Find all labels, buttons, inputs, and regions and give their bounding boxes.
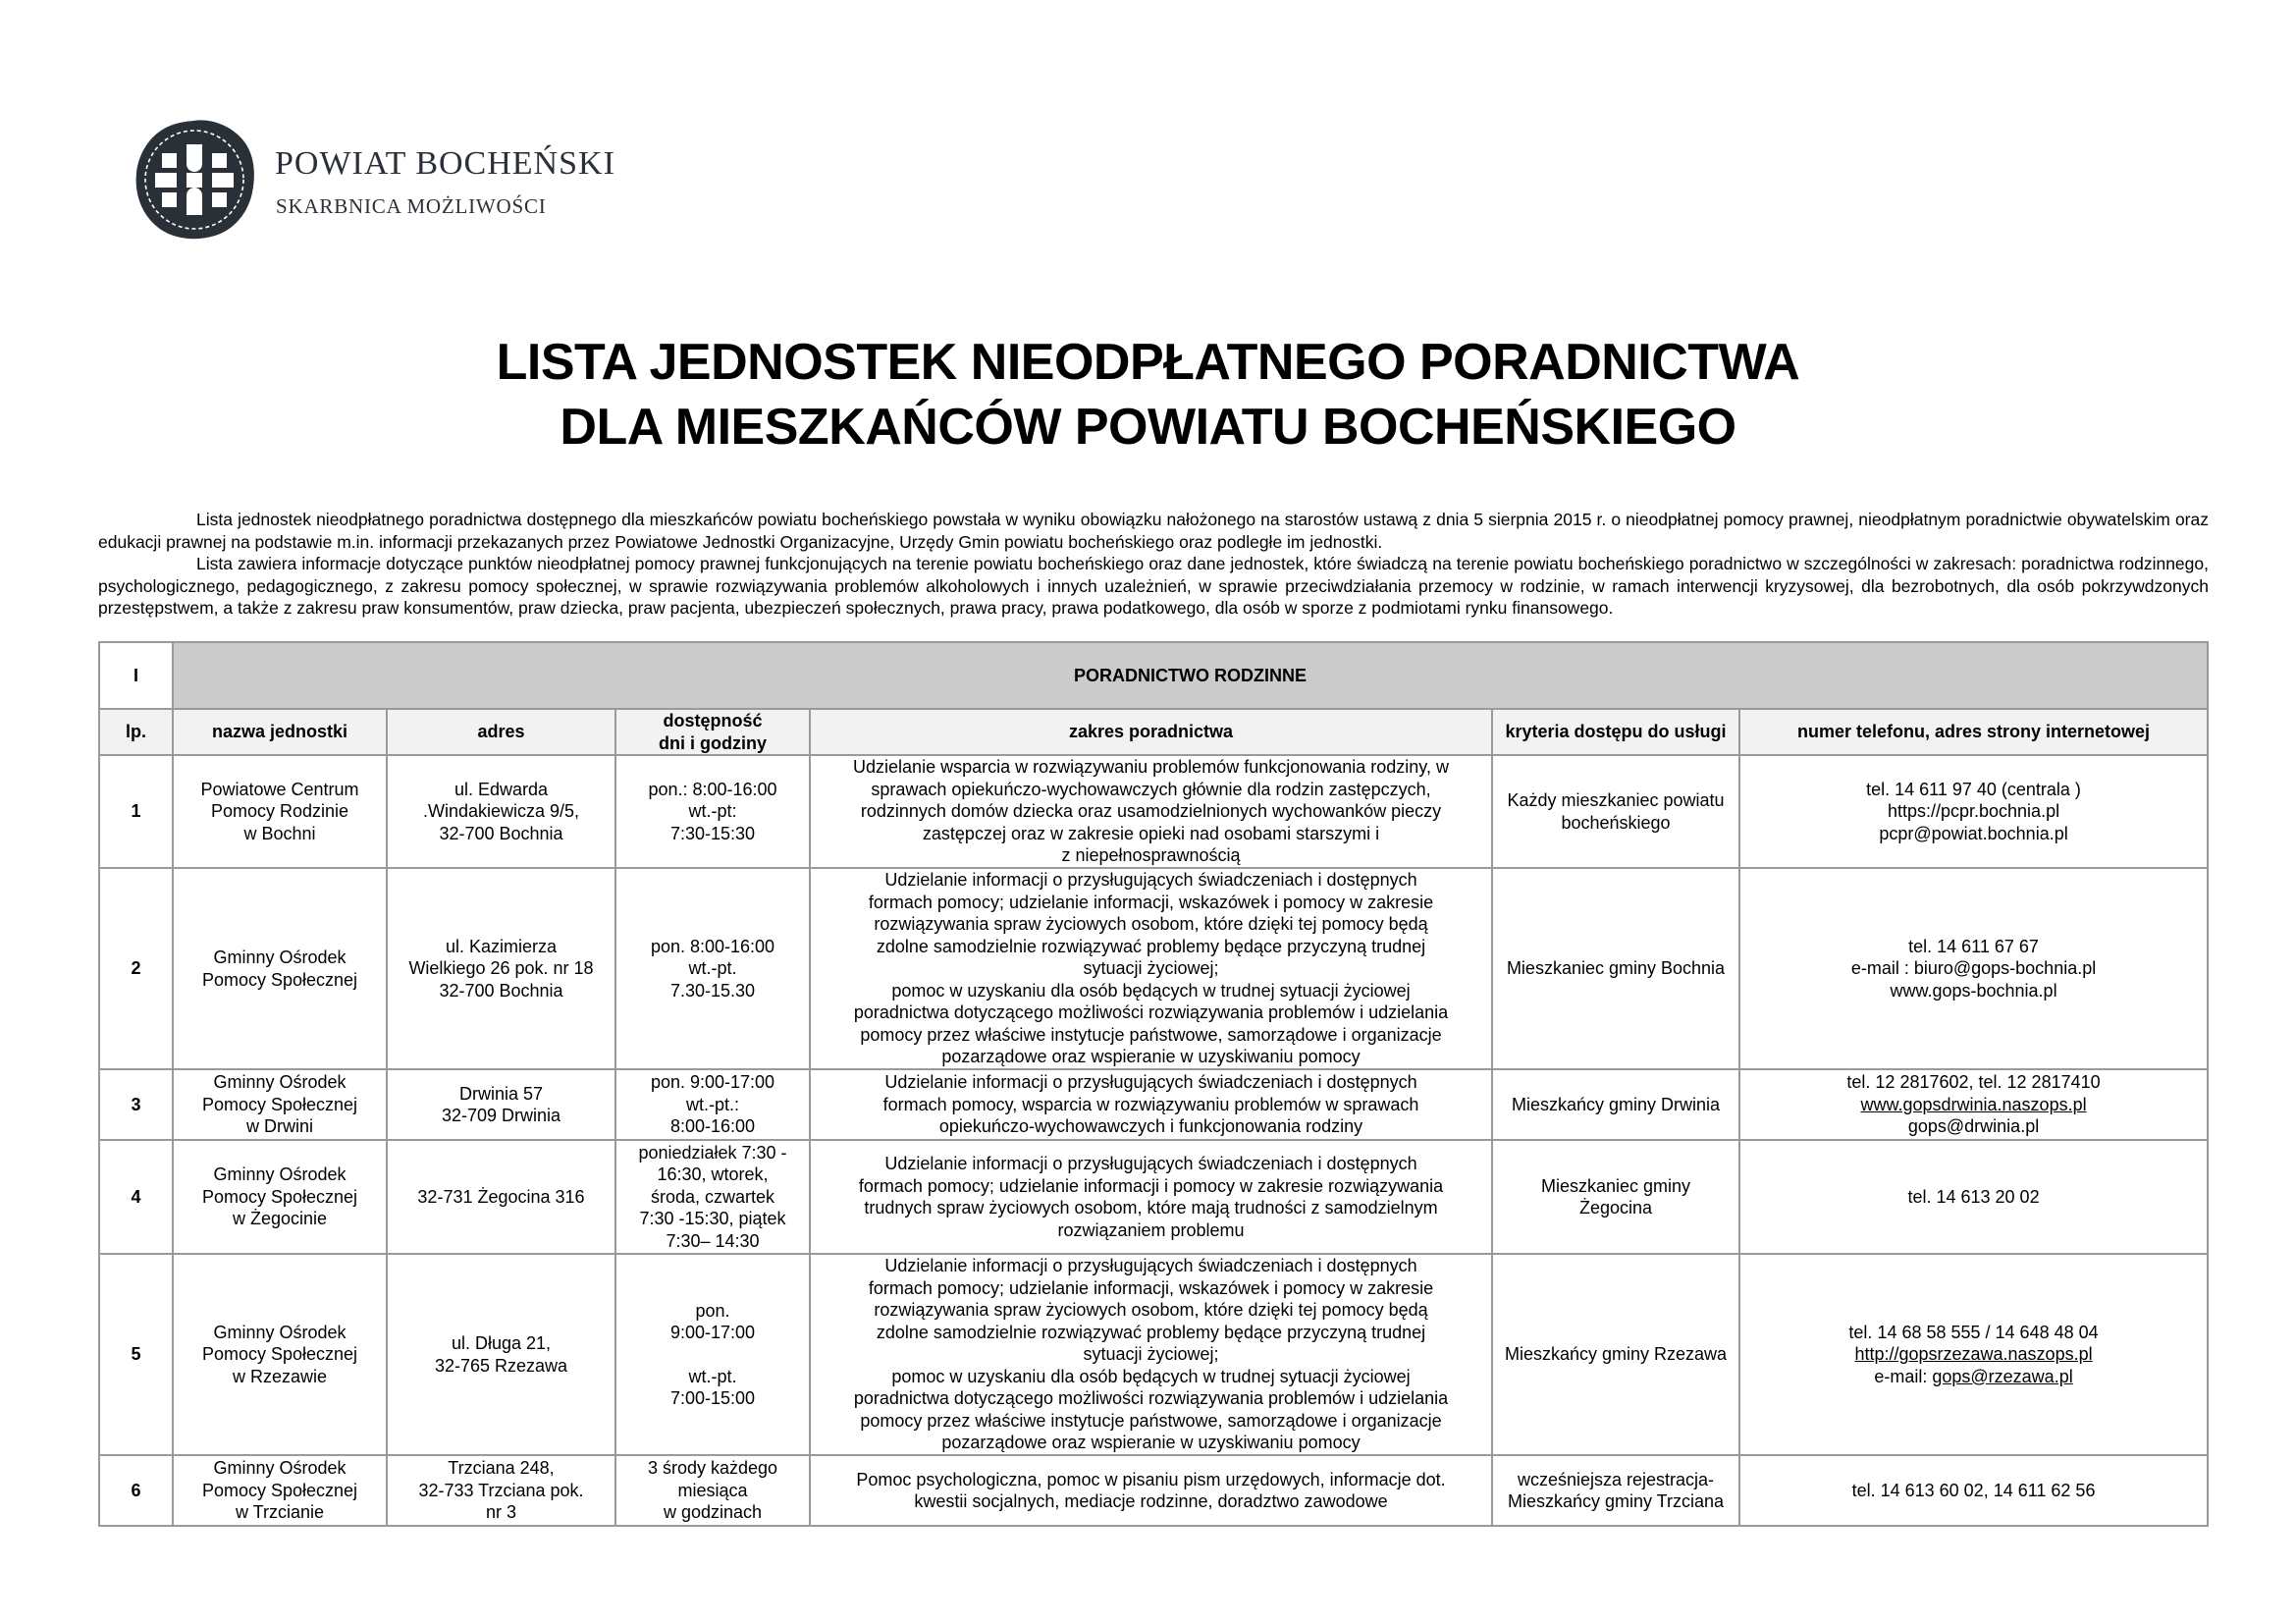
- address-line: 32-709 Drwinia: [441, 1106, 561, 1125]
- scope-line: pomocy przez właściwe instytucje państwowe, samorządowe i organizacje: [860, 1024, 1442, 1045]
- row-contact: [1739, 868, 2208, 1069]
- row-address: [387, 1069, 615, 1140]
- address-line: 32-733 Trzciana pok.: [418, 1480, 584, 1500]
- row-address: [387, 1140, 615, 1254]
- name-line: w Rzezawie: [232, 1366, 328, 1386]
- contact-phone: tel. 14 68 58 555 / 14 648 48 04: [1848, 1322, 2099, 1342]
- address-line: 32-700 Bochnia: [439, 823, 563, 843]
- criteria-line: bocheńskiego: [1561, 812, 1671, 833]
- intro-paragraph-2: Lista zawiera informacje dotyczące punktów nieodpłatnej pomocy prawnej funkcjonujących na terenie powiatu bocheńskiego oraz dane jednostek, które świadczą na terenie powiatu bocheńskiego poradnictwo w szczególności w zakresach: poradnictwa rodzinnego, psychologicznego, pedagogicznego, z zakresu pomocy społecznej, w sprawie rozwiązywania problemów alkoholowych i innych uzależnień, w sprawie przeciwdziałania przemocy w rodzinie, w ramach interwencji kryzysowej, dla bezrobotnych, dla osób pokrzywdzonych przestępstwem, a także z zakresu praw konsumentów, praw dziecka, praw pacjenta, ubezpieczeń społecznych, prawa pracy, prawa podatkowego, dla osób w sporze z podmiotami rynku finansowego.: [98, 554, 2209, 618]
- criteria-line: Mieszkańcy gminy Rzezawa: [1504, 1344, 1728, 1365]
- logo-tagline: SKARBNICA MOŻLIWOŚCI: [276, 194, 547, 218]
- name-line: Pomocy Społecznej: [201, 969, 358, 990]
- scope-line: rozwiązywania spraw życiowych osobom, które dzięki tej pomocy będą: [874, 914, 1428, 935]
- name-line: Pomocy Rodzinie: [210, 801, 349, 822]
- intro-text: [98, 509, 2209, 620]
- scope-line: Udzielanie informacji o przysługujących świadczeniach i dostępnych: [884, 1072, 1417, 1093]
- criteria-line: Mieszkaniec gminy Bochnia: [1506, 958, 1726, 979]
- hours-line: wt.-pt.: [688, 958, 737, 979]
- row-address: [387, 1254, 615, 1455]
- header-hours: [615, 709, 810, 755]
- header-lp: lp.: [99, 709, 173, 755]
- table-row: [99, 1069, 2208, 1140]
- contact-email-label: e-mail:: [1874, 1366, 1933, 1386]
- hours-line: 7:30-15:30: [669, 823, 756, 843]
- section-title: PORADNICTWO RODZINNE: [173, 642, 2208, 709]
- hours-line: pon.: [695, 1300, 730, 1321]
- scope-line: formach pomocy; udzielanie informacji i pomocy w zakresie rozwiązywania: [858, 1175, 1444, 1196]
- header-address: adres: [387, 709, 615, 755]
- scope-line: zastępczej oraz w zakresie opieki nad osobami starszymi i: [922, 823, 1380, 843]
- contact-phone: tel. 14 611 67 67: [1908, 936, 2039, 956]
- row-name: [173, 1254, 387, 1455]
- row-contact: [1739, 1140, 2208, 1254]
- scope-line: poradnictwa dotyczącego możliwości rozwiązywania problemów i udzielania: [853, 1002, 1449, 1023]
- scope-line: rozwiązywania spraw życiowych osobom, które dzięki tej pomocy będą: [874, 1300, 1428, 1321]
- row-address: [387, 755, 615, 868]
- row-lp: 4: [99, 1140, 173, 1254]
- hours-line: 8:00-16:00: [669, 1116, 756, 1137]
- row-lp: 2: [99, 868, 173, 1069]
- contact-email-line: [1744, 1366, 2203, 1388]
- contact-email-link[interactable]: gops@rzezawa.pl: [1932, 1366, 2073, 1386]
- row-hours: [615, 1455, 810, 1526]
- name-line: w Drwini: [245, 1116, 313, 1137]
- name-line: Pomocy Społecznej: [201, 1480, 358, 1500]
- contact-phone: tel. 14 613 20 02: [1907, 1186, 2040, 1207]
- hours-line: 7:30– 14:30: [666, 1230, 760, 1251]
- row-criteria: [1492, 1254, 1739, 1455]
- address-line: 32-731 Żegocina 316: [417, 1186, 585, 1207]
- row-scope: [810, 868, 1492, 1069]
- address-line: Trzciana 248,: [448, 1458, 555, 1479]
- contact-email-link[interactable]: pcpr@powiat.bochnia.pl: [1879, 823, 2068, 843]
- scope-line: formach pomocy; udzielanie informacji, wskazówek i pomocy w zakresie: [868, 1277, 1434, 1298]
- address-line: 32-765 Rzezawa: [434, 1355, 568, 1376]
- row-criteria: [1492, 1140, 1739, 1254]
- header-scope: zakres poradnictwa: [810, 709, 1492, 755]
- page-title: [0, 330, 2296, 460]
- hours-line: 7:00-15:00: [669, 1388, 756, 1408]
- name-line: Gminny Ośrodek: [213, 1072, 347, 1093]
- row-name: [173, 755, 387, 868]
- scope-line: Udzielanie wsparcia w rozwiązywaniu problemów funkcjonowania rodziny, w: [853, 757, 1449, 778]
- row-lp: 1: [99, 755, 173, 868]
- scope-line: Udzielanie informacji o przysługujących świadczeniach i dostępnych: [884, 870, 1417, 891]
- scope-line: formach pomocy, wsparcia w rozwiązywaniu problemów w sprawach: [882, 1094, 1419, 1114]
- intro-paragraph-1: Lista jednostek nieodpłatnego poradnictwa dostępnego dla mieszkańców powiatu bocheńskiego powstała w wyniku obowiązku nałożonego na starostów ustawą z dnia 5 sierpnia 2015 r. o nieodpłatnej pomocy prawnej, nieodpłatnym poradnictwie obywatelskim oraz edukacji prawnej na podstawie m.in. informacji przekazanych przez Powiatowe Jednostki Organizacyjne, Urzędy Gmin powiatu bocheńskiego oraz podległe im jednostki.: [98, 510, 2209, 552]
- scope-line: zdolne samodzielnie rozwiązywać problemy będące przyczyną trudnej: [876, 936, 1426, 956]
- row-contact: [1739, 1254, 2208, 1455]
- row-scope: [810, 1069, 1492, 1140]
- row-criteria: [1492, 755, 1739, 868]
- table-row: [99, 755, 2208, 868]
- name-line: Gminny Ośrodek: [213, 947, 347, 967]
- row-name: [173, 1069, 387, 1140]
- table-row: [99, 1254, 2208, 1455]
- scope-line: sprawach opiekuńczo-wychowawczych głównie dla rodzin zastępczych,: [871, 779, 1431, 799]
- seal-emblem-icon: [133, 118, 255, 241]
- table-row: [99, 1455, 2208, 1526]
- title-line-2: DLA MIESZKAŃCÓW POWIATU BOCHEŃSKIEGO: [560, 399, 1736, 456]
- row-contact: [1739, 1069, 2208, 1140]
- contact-website-link[interactable]: http://gopsrzezawa.naszops.pl: [1854, 1344, 2093, 1365]
- row-address: [387, 868, 615, 1069]
- table-row: [99, 868, 2208, 1069]
- scope-line: opiekuńczo-wychowawczych i funkcjonowania rodziny: [938, 1116, 1363, 1137]
- name-line: Pomocy Społecznej: [201, 1094, 358, 1114]
- name-line: Gminny Ośrodek: [213, 1322, 347, 1342]
- row-name: [173, 868, 387, 1069]
- hours-line: środa, czwartek: [650, 1186, 775, 1207]
- row-lp: 6: [99, 1455, 173, 1526]
- logo-name: POWIAT BOCHEŃSKI: [275, 145, 615, 182]
- name-line: w Żegocinie: [232, 1209, 328, 1229]
- hours-line: poniedziałek 7:30 -: [638, 1142, 787, 1163]
- hours-line: pon. 8:00-16:00: [650, 936, 775, 956]
- name-line: Pomocy Społecznej: [201, 1186, 358, 1207]
- scope-line: sytuacji życiowej;: [1083, 1344, 1219, 1365]
- address-line: ul. Edwarda: [454, 779, 549, 799]
- row-name: [173, 1455, 387, 1526]
- contact-phone: tel. 14 611 97 40 (centrala ): [1866, 779, 2081, 799]
- row-address: [387, 1455, 615, 1526]
- header-row: [99, 709, 2208, 755]
- row-criteria: [1492, 1069, 1739, 1140]
- header-hours-line-2: dni i godziny: [659, 732, 767, 753]
- row-lp: 3: [99, 1069, 173, 1140]
- row-criteria: [1492, 1455, 1739, 1526]
- header-hours-line-1: dostępność: [663, 711, 763, 731]
- name-line: Pomocy Społecznej: [201, 1344, 358, 1365]
- title-line-1: LISTA JEDNOSTEK NIEODPŁATNEGO PORADNICTWA: [496, 334, 1800, 391]
- row-criteria: [1492, 868, 1739, 1069]
- row-name: [173, 1140, 387, 1254]
- scope-line: pomoc w uzyskaniu dla osób będących w trudnej sytuacji życiowej: [891, 980, 1411, 1001]
- name-line: Gminny Ośrodek: [213, 1164, 347, 1185]
- hours-line: 16:30, wtorek,: [657, 1164, 769, 1185]
- scope-line: pomocy przez właściwe instytucje państwowe, samorządowe i organizacje: [860, 1410, 1442, 1431]
- hours-line: w godzinach: [663, 1502, 763, 1523]
- scope-line: trudnych spraw życiowych osobom, które mają trudności z samodzielnym: [864, 1198, 1438, 1218]
- hours-line: 9:00-17:00: [669, 1323, 756, 1342]
- address-line: .Windakiewicza 9/5,: [422, 801, 580, 822]
- contact-website-link[interactable]: www.gopsdrwinia.naszops.pl: [1860, 1094, 2087, 1114]
- row-hours: [615, 1254, 810, 1455]
- contact-email-link[interactable]: gops@drwinia.pl: [1907, 1116, 2040, 1137]
- row-scope: [810, 1140, 1492, 1254]
- hours-line: wt.-pt.:: [685, 1094, 739, 1114]
- hours-line: wt.-pt.: [688, 1366, 737, 1386]
- hours-line: wt.-pt:: [688, 801, 737, 822]
- row-hours: [615, 1069, 810, 1140]
- row-lp: 5: [99, 1254, 173, 1455]
- criteria-line: Każdy mieszkaniec powiatu: [1507, 790, 1725, 810]
- scope-line: zdolne samodzielnie rozwiązywać problemy będące przyczyną trudnej: [876, 1322, 1426, 1342]
- name-line: w Bochni: [243, 823, 316, 843]
- hours-line: pon.: 8:00-16:00: [648, 779, 777, 799]
- scope-line: rodzinnych domów dziecka oraz usamodzielnionych wychowanków pieczy: [860, 801, 1442, 822]
- contact-website-link[interactable]: https://pcpr.bochnia.pl: [1887, 801, 2060, 822]
- hours-line: 7:30 -15:30, piątek: [639, 1209, 786, 1229]
- section-row: [99, 642, 2208, 709]
- criteria-line: Mieszkańcy gminy Drwinia: [1511, 1094, 1721, 1114]
- name-line: Powiatowe Centrum: [200, 779, 359, 799]
- row-scope: [810, 1254, 1492, 1455]
- hours-line: 7.30-15.30: [669, 980, 756, 1001]
- row-scope: [810, 1455, 1492, 1526]
- address-line: ul. Długa 21,: [451, 1333, 552, 1353]
- criteria-line: Mieszkaniec gminy: [1540, 1175, 1691, 1196]
- hours-line: miesiąca: [677, 1480, 748, 1500]
- logo: [133, 118, 643, 255]
- contact-website-link[interactable]: www.gops-bochnia.pl: [1890, 980, 2057, 1001]
- row-hours: [615, 1140, 810, 1254]
- row-hours: [615, 868, 810, 1069]
- scope-line: rozwiązaniem problemu: [1057, 1219, 1245, 1240]
- criteria-line: wcześniejsza rejestracja-: [1517, 1469, 1715, 1489]
- table-row: [99, 1140, 2208, 1254]
- criteria-line: Mieszkańcy gminy Trzciana: [1507, 1491, 1725, 1511]
- scope-line: Udzielanie informacji o przysługujących świadczeniach i dostępnych: [884, 1256, 1417, 1276]
- name-line: w Trzcianie: [235, 1502, 325, 1523]
- address-line: Drwinia 57: [458, 1083, 544, 1104]
- header-name: nazwa jednostki: [173, 709, 387, 755]
- scope-line: pomoc w uzyskaniu dla osób będących w trudnej sytuacji życiowej: [891, 1366, 1411, 1386]
- scope-line: pozarządowe oraz wspieranie w uzyskiwaniu pomocy: [941, 1433, 1361, 1453]
- header-criteria: kryteria dostępu do usługi: [1492, 709, 1739, 755]
- scope-line: Udzielanie informacji o przysługujących świadczeniach i dostępnych: [884, 1154, 1417, 1173]
- hours-line: 3 środy każdego: [647, 1458, 778, 1479]
- row-contact: [1739, 755, 2208, 868]
- contact-email-link[interactable]: e-mail : biuro@gops-bochnia.pl: [1850, 958, 2097, 979]
- row-hours: [615, 755, 810, 868]
- contact-phone: tel. 12 2817602, tel. 12 2817410: [1846, 1072, 2101, 1093]
- header-contact: numer telefonu, adres strony internetowej: [1739, 709, 2208, 755]
- scope-line: formach pomocy; udzielanie informacji, wskazówek i pomocy w zakresie: [868, 892, 1434, 912]
- address-line: ul. Kazimierza: [445, 936, 558, 956]
- units-table: [98, 641, 2209, 1527]
- scope-line: sytuacji życiowej;: [1083, 958, 1219, 979]
- scope-line: z niepełnosprawnością: [1061, 845, 1241, 866]
- name-line: Gminny Ośrodek: [213, 1458, 347, 1479]
- scope-line: pozarządowe oraz wspieranie w uzyskiwaniu pomocy: [941, 1047, 1361, 1067]
- scope-line: kwestii socjalnych, mediacje rodzinne, doradztwo zawodowe: [914, 1491, 1388, 1511]
- criteria-line: Żegocina: [1578, 1198, 1653, 1218]
- section-number: I: [99, 642, 173, 709]
- hours-line: pon. 9:00-17:00: [650, 1072, 775, 1093]
- address-line: Wielkiego 26 pok. nr 18: [408, 958, 594, 979]
- hours-spacer: [620, 1344, 805, 1366]
- row-scope: [810, 755, 1492, 868]
- scope-line: Pomoc psychologiczna, pomoc w pisaniu pism urzędowych, informacje dot.: [856, 1469, 1446, 1489]
- row-contact: [1739, 1455, 2208, 1526]
- address-line: 32-700 Bochnia: [439, 980, 563, 1001]
- contact-phone: tel. 14 613 60 02, 14 611 62 56: [1851, 1480, 2096, 1500]
- scope-line: poradnictwa dotyczącego możliwości rozwiązywania problemów i udzielania: [853, 1388, 1449, 1409]
- address-line: nr 3: [485, 1502, 517, 1523]
